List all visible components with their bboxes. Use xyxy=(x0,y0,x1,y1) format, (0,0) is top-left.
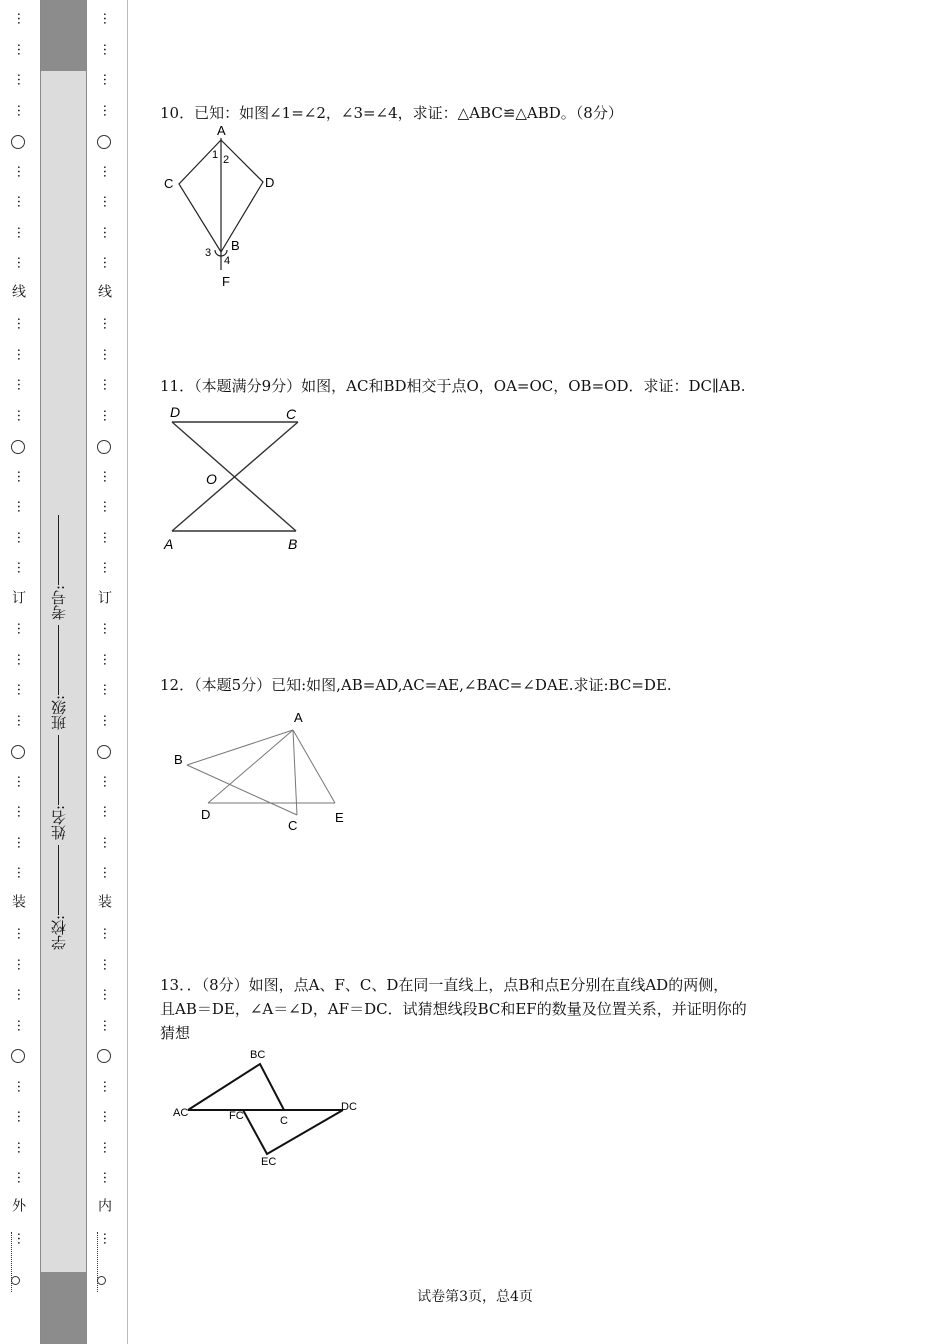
binding-dot: … xyxy=(100,1171,115,1184)
binding-dot: … xyxy=(14,622,29,635)
school-field-line[interactable] xyxy=(59,845,60,915)
label-c: C xyxy=(164,176,174,191)
binding-dot: … xyxy=(14,1079,29,1093)
inner-label-ding: 订 xyxy=(96,590,112,604)
binding-dot: … xyxy=(14,378,29,391)
binding-dot: … xyxy=(14,103,29,117)
outer-label-xian: 线 xyxy=(10,284,26,298)
question-10-figure xyxy=(155,120,285,295)
question-11-text: 11．（本题满分9分）如图，AC和BD相交于点O，OA=OC，OB=OD．求证：DC∥AB. xyxy=(160,377,746,395)
binding-dot: … xyxy=(100,622,115,635)
binding-dot: … xyxy=(100,774,115,788)
binding-dot: … xyxy=(100,103,115,117)
label-b: B xyxy=(174,752,183,767)
binding-dot: … xyxy=(14,957,29,971)
label-dc: DC xyxy=(341,1101,357,1113)
label-c: C xyxy=(286,406,297,422)
name-field-line[interactable] xyxy=(59,735,60,805)
label-a: A xyxy=(164,536,174,552)
segment-ad xyxy=(208,730,293,803)
binding-dot: … xyxy=(100,42,115,56)
binding-dot: … xyxy=(100,347,115,361)
binding-circle xyxy=(11,1276,20,1285)
binding-dot: … xyxy=(100,835,115,849)
label-ac: AC xyxy=(173,1107,189,1119)
binding-circle xyxy=(97,440,111,454)
binding-dot: … xyxy=(14,1110,29,1123)
binding-band-bottom-block xyxy=(40,1272,86,1344)
label-o: O xyxy=(206,471,217,487)
label-c: C xyxy=(288,818,298,833)
label-2: 2 xyxy=(223,154,230,166)
binding-dot: … xyxy=(14,835,29,849)
label-d: D xyxy=(201,807,211,822)
label-1: 1 xyxy=(212,149,219,161)
question-10-text: 10．已知：如图∠1=∠2，∠3=∠4，求证：△ABC≌△ABD。（8分） xyxy=(160,104,623,122)
binding-dot: … xyxy=(100,1018,115,1032)
segment-fe-ed xyxy=(243,1110,343,1154)
binding-dot: … xyxy=(100,988,115,1001)
binding-dot: … xyxy=(100,713,115,727)
name-field-label: 姓名: xyxy=(50,805,68,841)
band-left-rule xyxy=(40,0,41,1344)
inner-label-xian: 线 xyxy=(96,284,112,298)
number-field-label: 考号: xyxy=(50,585,68,621)
binding-dot: … xyxy=(14,805,29,818)
binding-dot: … xyxy=(14,1171,29,1184)
class-field-label: 班级: xyxy=(50,695,68,731)
label-c: C xyxy=(280,1115,288,1127)
binding-dot: … xyxy=(14,713,29,727)
binding-dot: … xyxy=(14,225,29,239)
binding-dot: … xyxy=(100,652,115,666)
binding-dot: … xyxy=(100,195,115,208)
label-d: D xyxy=(170,404,181,420)
binding-dot: … xyxy=(14,12,29,25)
page-footer: 试卷第3页，总4页 xyxy=(417,1289,533,1305)
binding-circle xyxy=(97,1049,111,1063)
binding-dot: … xyxy=(14,530,29,544)
binding-dot: … xyxy=(100,73,115,86)
segment-ac xyxy=(293,730,297,815)
binding-band-top-block xyxy=(40,0,86,71)
binding-dot: … xyxy=(100,1232,115,1245)
label-d: D xyxy=(265,175,275,190)
label-4: 4 xyxy=(224,255,231,267)
segment-ae xyxy=(293,730,335,803)
question-13-line-1: 13．．（8分）如图，点A、F、C、D在同一直线上，点B和点E分别在直线AD的两侧， xyxy=(160,976,729,994)
inner-strip-rule xyxy=(127,0,128,1344)
binding-dot: … xyxy=(14,317,29,330)
binding-dot: … xyxy=(100,469,115,483)
inner-label-zhuang: 装 xyxy=(96,894,112,908)
binding-dot: … xyxy=(14,408,29,422)
label-b: B xyxy=(231,238,240,253)
binding-circle xyxy=(97,135,111,149)
binding-dot: … xyxy=(14,469,29,483)
question-13-line-3: 猜想 xyxy=(160,1024,191,1042)
binding-dot: … xyxy=(14,347,29,361)
segment-ab xyxy=(187,730,293,765)
outer-binding-strip xyxy=(0,0,40,1344)
binding-dot: … xyxy=(100,500,115,513)
student-info-fields xyxy=(48,390,80,950)
binding-dot: … xyxy=(100,378,115,391)
binding-dot: … xyxy=(100,1079,115,1093)
label-e: E xyxy=(335,810,344,825)
label-3: 3 xyxy=(205,247,212,259)
binding-dot: … xyxy=(14,73,29,86)
binding-dot: … xyxy=(14,500,29,513)
binding-dot: … xyxy=(14,1140,29,1154)
binding-dot: … xyxy=(100,530,115,544)
binding-dot: … xyxy=(14,164,29,178)
binding-dot: … xyxy=(14,927,29,940)
binding-dot: … xyxy=(100,408,115,422)
binding-dot: … xyxy=(100,1110,115,1123)
binding-circle xyxy=(11,440,25,454)
inner-label-nei: 内 xyxy=(96,1198,112,1212)
binding-dot: … xyxy=(100,1140,115,1154)
question-11-figure xyxy=(158,400,318,555)
outer-label-zhuang: 装 xyxy=(10,894,26,908)
binding-dot: … xyxy=(14,195,29,208)
binding-dot: … xyxy=(14,42,29,56)
binding-dot: … xyxy=(14,256,29,269)
label-fc: FC xyxy=(229,1110,244,1122)
outer-label-wai: 外 xyxy=(10,1198,26,1212)
binding-dot: … xyxy=(100,805,115,818)
class-field-line[interactable] xyxy=(59,625,60,695)
question-13-figure xyxy=(168,1040,368,1175)
question-12-text: 12．（本题5分）已知:如图,AB=AD,AC=AE,∠BAC=∠DAE.求证:BC=DE. xyxy=(160,676,672,694)
binding-dot: … xyxy=(100,957,115,971)
binding-circle xyxy=(11,745,25,759)
label-bc: BC xyxy=(250,1049,266,1061)
label-ec: EC xyxy=(261,1156,277,1168)
binding-circle xyxy=(11,1049,25,1063)
binding-circle xyxy=(11,135,25,149)
binding-dot: … xyxy=(14,652,29,666)
segment-ab-bc xyxy=(188,1064,284,1110)
binding-dot: … xyxy=(100,225,115,239)
binding-dot: … xyxy=(100,866,115,879)
binding-dot: … xyxy=(100,927,115,940)
binding-dot: … xyxy=(100,561,115,574)
outer-label-ding: 订 xyxy=(10,590,26,604)
label-a: A xyxy=(294,710,303,725)
binding-dot: … xyxy=(14,1232,29,1245)
binding-dot: … xyxy=(100,256,115,269)
binding-dot: … xyxy=(100,164,115,178)
question-12-figure xyxy=(160,705,360,835)
binding-dot: … xyxy=(14,561,29,574)
binding-dot: … xyxy=(14,1018,29,1032)
inner-binding-strip xyxy=(86,0,126,1344)
label-f: F xyxy=(222,274,230,289)
binding-dot: … xyxy=(100,683,115,696)
label-a: A xyxy=(217,123,226,138)
label-b: B xyxy=(288,536,298,552)
question-13-line-2: 且AB＝DE，∠A＝∠D，AF＝DC．试猜想线段BC和EF的数量及位置关系，并证明你的 xyxy=(160,1000,747,1018)
binding-dot: … xyxy=(14,774,29,788)
binding-dot: … xyxy=(14,683,29,696)
binding-dot: … xyxy=(14,988,29,1001)
binding-circle xyxy=(97,1276,106,1285)
binding-dot: … xyxy=(100,12,115,25)
binding-circle xyxy=(97,745,111,759)
binding-dot: … xyxy=(14,866,29,879)
school-field-label: 学校: xyxy=(50,914,68,950)
number-field-line[interactable] xyxy=(59,515,60,585)
binding-dot: … xyxy=(100,317,115,330)
